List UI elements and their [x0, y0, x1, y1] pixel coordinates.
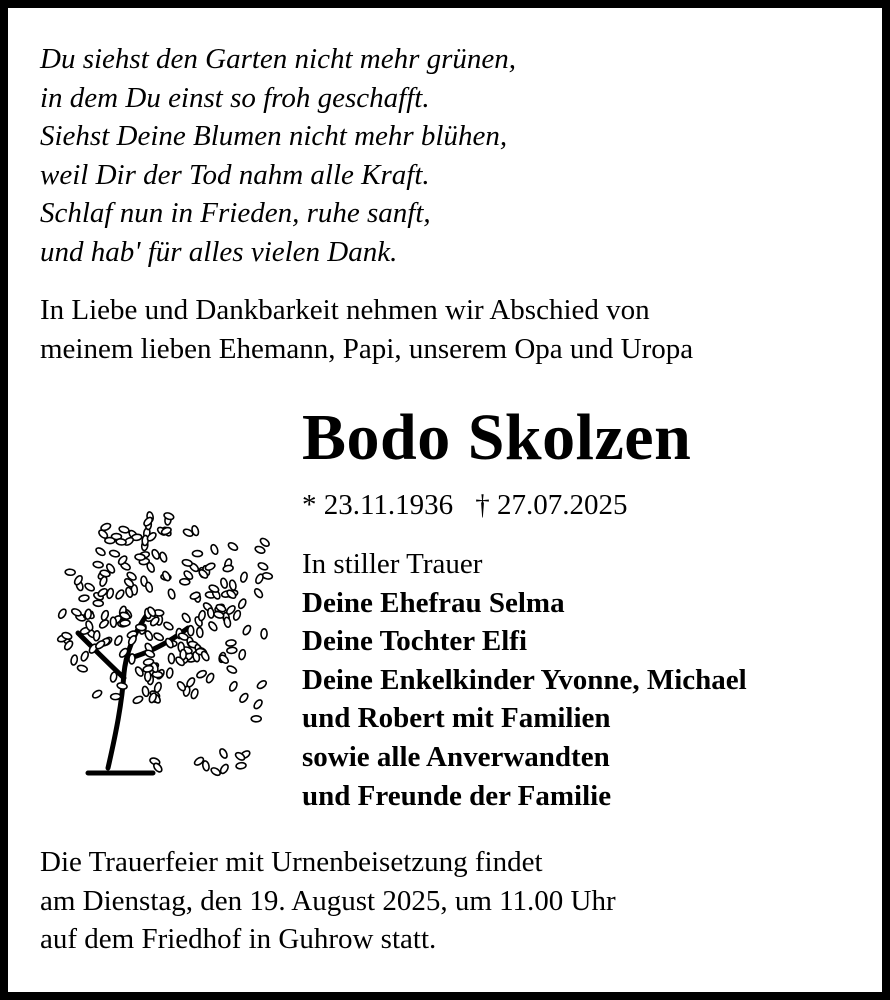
leaf — [237, 598, 247, 610]
poem-line: Schlaf nun in Frieden, ruhe sanft, — [40, 197, 431, 230]
leaf — [100, 522, 112, 531]
poem-line: und hab' für alles vielen Dank. — [40, 235, 398, 268]
leaf — [143, 665, 154, 673]
poem-line: Siehst Deine Blumen nicht mehr blühen, — [40, 120, 508, 153]
leaf — [176, 680, 187, 692]
leaf — [200, 650, 210, 662]
leaf — [181, 612, 192, 624]
leaf — [218, 654, 229, 665]
mourner-line: Deine Ehefrau Selma — [302, 586, 565, 619]
leaf — [218, 748, 228, 760]
service-line: Die Trauerfeier mit Urnenbeisetzung findet — [40, 846, 543, 878]
leaf — [145, 671, 151, 681]
leaf — [118, 525, 129, 533]
leaf — [251, 716, 261, 722]
leaf — [261, 629, 267, 639]
leaf — [166, 668, 173, 679]
mourner-line: und Freunde der Familie — [302, 779, 612, 812]
leaf — [223, 617, 231, 628]
birth-date: * 23.11.1936 — [302, 489, 454, 521]
poem — [40, 40, 516, 272]
leaf — [210, 766, 222, 776]
leaf — [153, 682, 162, 693]
leaf — [182, 559, 193, 567]
leaf — [236, 762, 247, 769]
leaf — [226, 665, 238, 675]
poem-line: Du siehst den Garten nicht mehr grünen, — [40, 43, 517, 75]
leaf — [254, 545, 265, 554]
leaf — [84, 609, 91, 620]
leaf — [198, 610, 206, 621]
leaf — [113, 635, 123, 647]
leaf — [98, 618, 110, 629]
mourner-line: Deine Tochter Elfi — [302, 625, 528, 658]
mourner-line: und Robert mit Familien — [302, 702, 611, 735]
leaf — [132, 695, 144, 705]
leaf — [227, 541, 239, 551]
leaf — [210, 544, 219, 556]
leaf — [168, 653, 175, 663]
leaf — [95, 546, 107, 557]
leaf — [159, 551, 168, 562]
service-line: am Dienstag, den 19. August 2025, um 11.00 Uhr — [40, 884, 616, 917]
leaf — [253, 698, 264, 710]
leaf — [256, 679, 268, 690]
leaf — [167, 588, 176, 599]
leaf — [151, 548, 161, 560]
leaf — [257, 561, 269, 571]
leaf — [228, 680, 238, 692]
leaf — [220, 578, 229, 589]
poem-line: weil Dir der Tod nahm alle Kraft. — [40, 158, 430, 191]
leaf — [254, 573, 264, 585]
leaf — [93, 630, 100, 641]
leaf — [120, 620, 130, 627]
leaf — [190, 688, 199, 699]
mourner-line: sowie alle Anverwandten — [302, 740, 610, 773]
leaf — [226, 639, 237, 646]
leaf — [115, 589, 126, 601]
intro-text — [40, 291, 693, 368]
mourner-line: Deine Enkelkinder Yvonne, Michael — [302, 663, 747, 696]
leaf — [116, 538, 127, 545]
life-dates — [302, 486, 649, 525]
intro-line: In Liebe und Dankbarkeit nehmen wir Abschied von — [40, 294, 650, 326]
leaf — [196, 627, 203, 638]
leaf — [129, 654, 136, 664]
leaf — [70, 655, 78, 666]
service-details — [40, 843, 616, 959]
leaf — [238, 649, 246, 660]
leaf — [134, 666, 144, 678]
leaf — [135, 554, 145, 561]
mourners-heading: In stiller Trauer — [302, 548, 483, 580]
leaf — [192, 551, 202, 557]
leaf — [110, 672, 118, 683]
leaf — [109, 549, 120, 558]
leaf — [110, 617, 117, 627]
leaf — [204, 562, 216, 572]
leaf — [110, 693, 120, 700]
leaf — [93, 600, 103, 607]
leaf — [188, 626, 194, 636]
leaf — [196, 669, 208, 679]
leaf — [146, 562, 156, 574]
leaf — [163, 621, 175, 631]
mourners — [302, 545, 747, 815]
leaf — [105, 537, 115, 543]
leaf — [242, 624, 252, 636]
leaf — [227, 647, 237, 654]
leaf — [238, 692, 249, 704]
leaf — [145, 581, 154, 592]
death-date: † 27.07.2025 — [475, 489, 628, 521]
leaf — [240, 572, 249, 583]
leaf — [142, 686, 150, 697]
leaf — [229, 580, 237, 591]
leaf — [77, 664, 88, 673]
leaf — [65, 569, 75, 576]
leaf — [80, 650, 90, 662]
poem-line: in dem Du einst so froh geschafft. — [40, 81, 430, 114]
leaf — [84, 582, 96, 592]
leaf — [78, 594, 89, 602]
service-line: auf dem Friedhof in Guhrow statt. — [40, 923, 437, 956]
deceased-name: Bodo Skolzen — [302, 401, 692, 474]
leaf — [253, 587, 264, 599]
leaf — [57, 608, 67, 620]
windblown-tree-illustration — [38, 463, 278, 783]
leaf — [144, 630, 154, 642]
leaf — [207, 620, 218, 632]
leaf — [153, 632, 165, 642]
leaf — [93, 561, 104, 568]
leaf — [71, 607, 83, 617]
intro-line: meinem lieben Ehemann, Papi, unserem Opa und Uropa — [40, 332, 694, 365]
leaf — [117, 682, 128, 690]
leaf — [91, 689, 103, 700]
